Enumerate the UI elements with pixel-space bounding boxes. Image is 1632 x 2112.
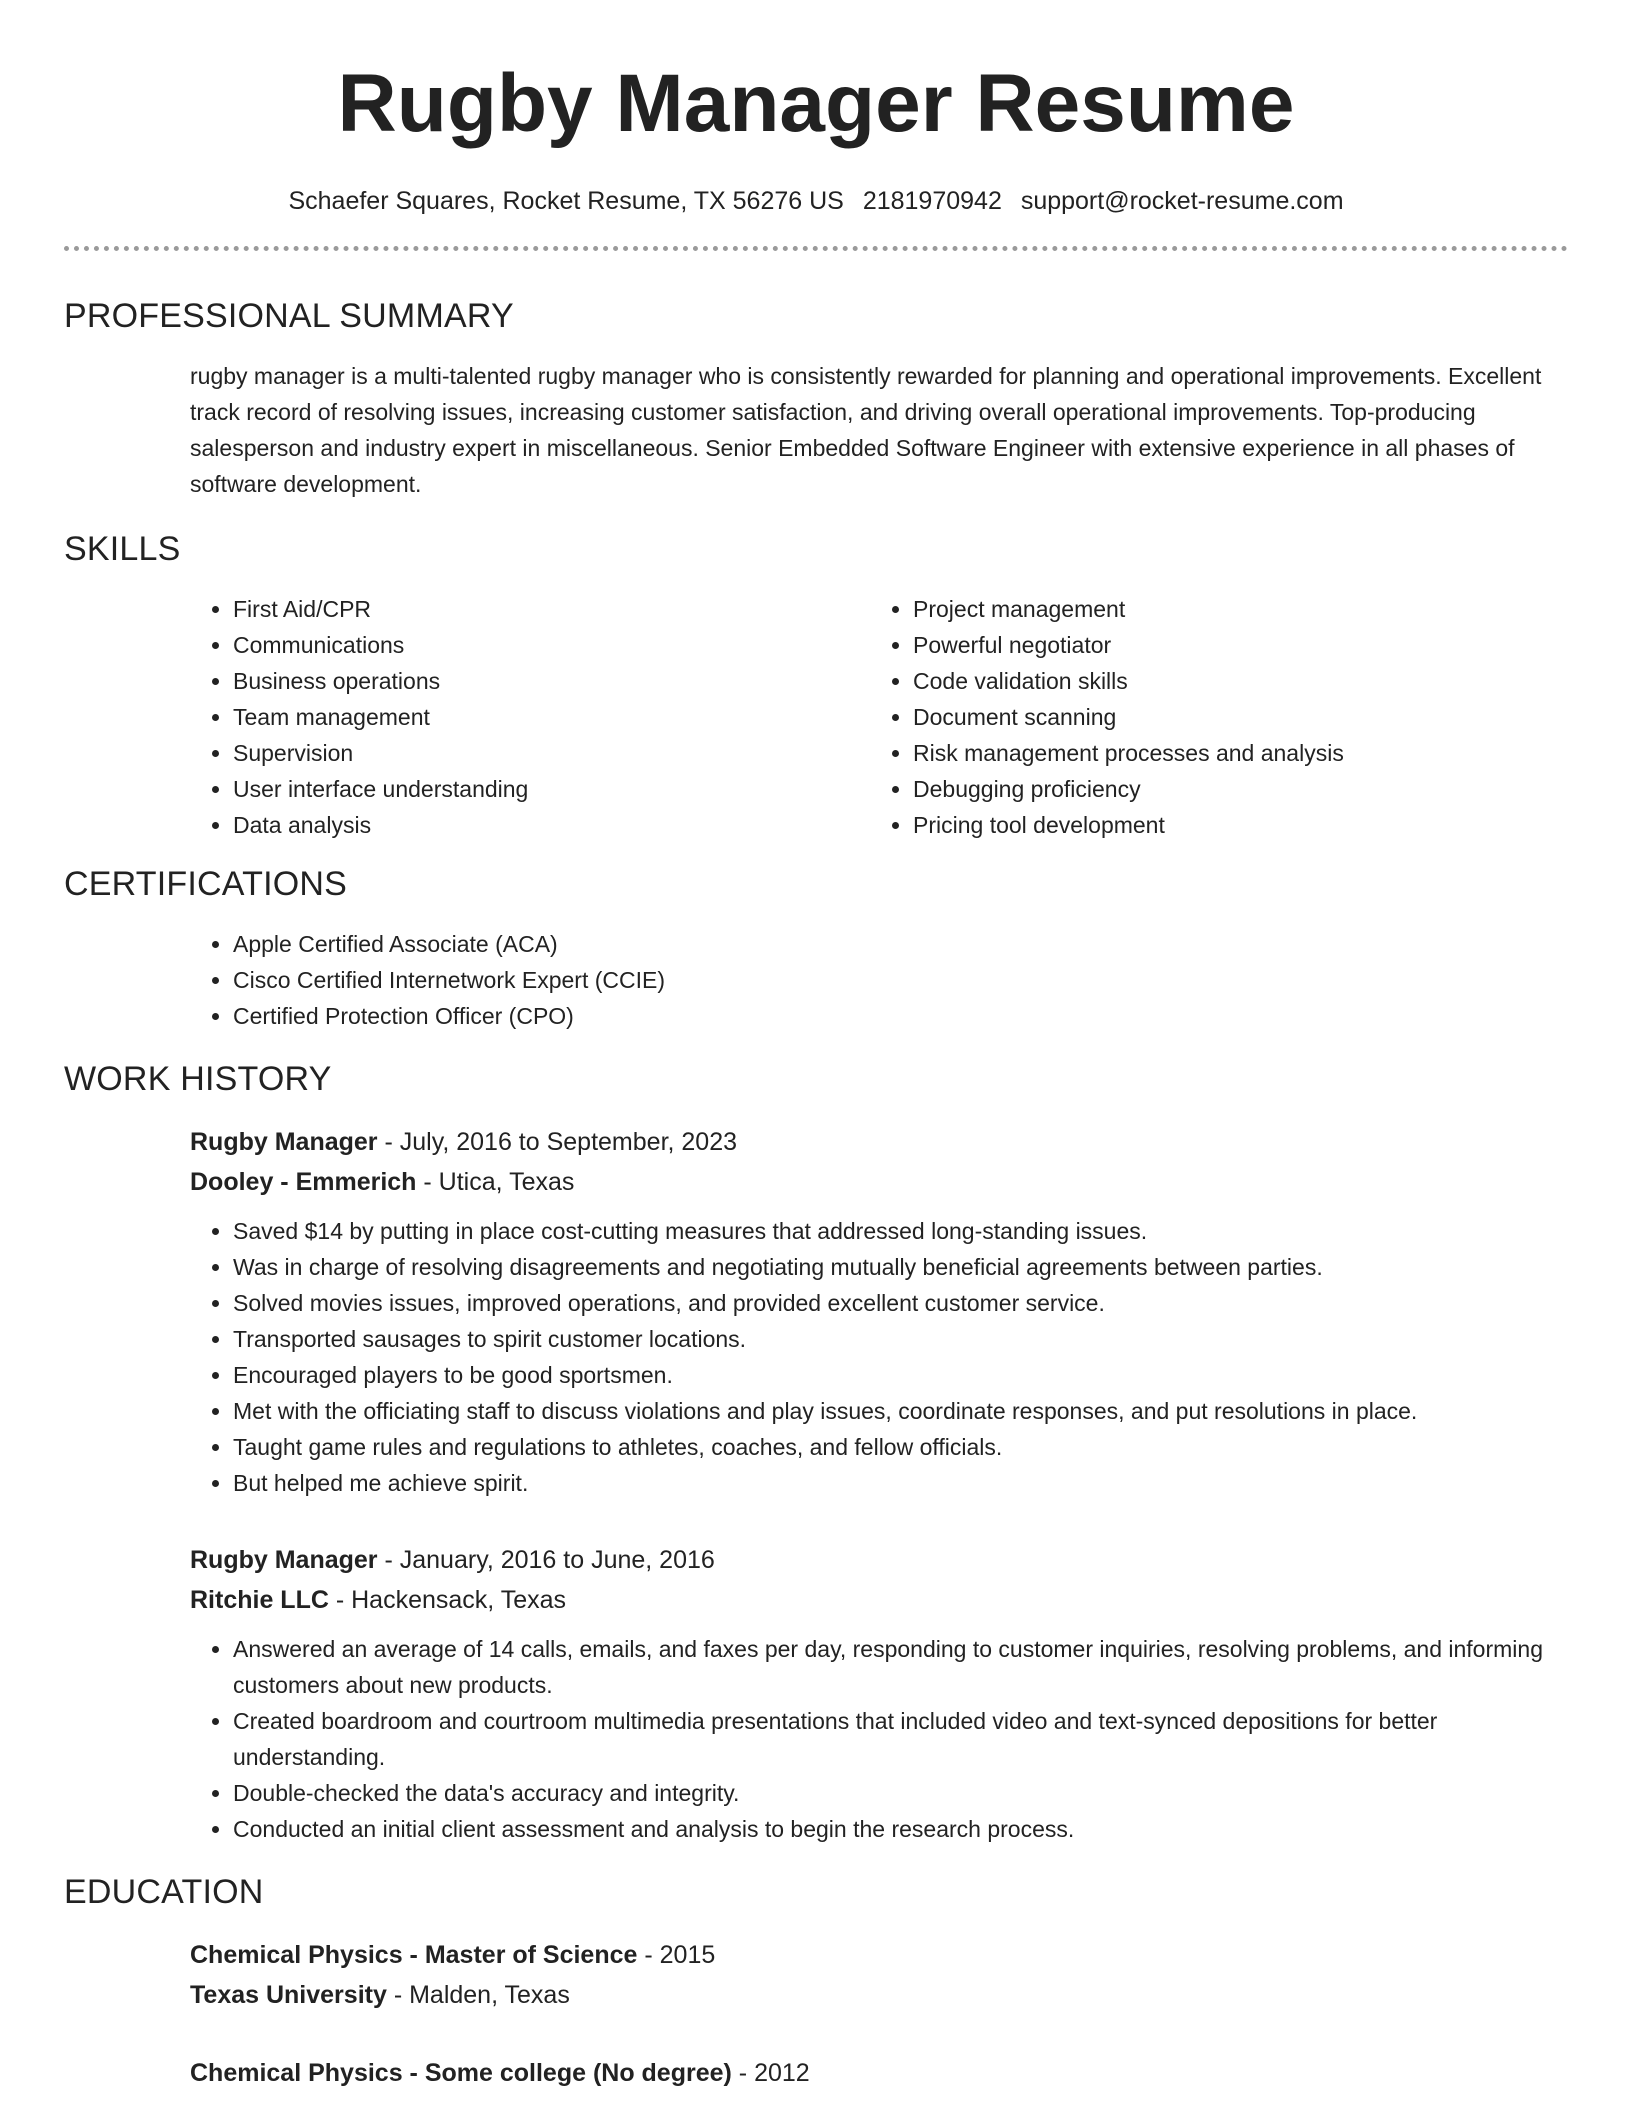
education-year: - 2015 — [637, 1941, 716, 1969]
education-degree: Chemical Physics - Some college (No degree) — [190, 2059, 732, 2087]
skill-item: • First Aid/CPR — [233, 591, 870, 627]
skill-item: • Data analysis — [233, 807, 870, 843]
job-bullet: • Answered an average of 14 calls, emails, and faxes per day, responding to customer inquiries, resolving problems, and informing customers about new products. — [233, 1631, 1568, 1703]
skills-list-right — [870, 591, 1550, 843]
section-heading-summary: PROFESSIONAL SUMMARY — [64, 297, 514, 335]
job-bullet: • Encouraged players to be good sportsmen. — [233, 1357, 1568, 1393]
job-company: Dooley - Emmerich — [190, 1168, 417, 1196]
job-bullet: • But helped me achieve spirit. — [233, 1465, 1568, 1501]
email: support@rocket-resume.com — [1020, 187, 1344, 215]
education-entry — [190, 2054, 1568, 2092]
skill-item: • Powerful negotiator — [913, 627, 1550, 663]
skills-grid — [190, 591, 1568, 843]
education-school-line — [190, 1976, 1568, 2014]
skill-item: • Business operations — [233, 663, 870, 699]
job-bullet: • Solved movies issues, improved operations, and provided excellent customer service. — [233, 1285, 1568, 1321]
job-title-line — [190, 1541, 1568, 1579]
section-heading-skills: SKILLS — [64, 530, 181, 568]
job-bullet: • Was in charge of resolving disagreements and negotiating mutually beneficial agreements between parties. — [233, 1249, 1568, 1285]
education-degree: Chemical Physics - Master of Science — [190, 1941, 638, 1969]
job-entry — [190, 1541, 1568, 1847]
job-bullet: • Met with the officiating staff to discuss violations and play issues, coordinate responses, and put resolutions in place. — [233, 1393, 1568, 1429]
job-bullet: • Saved $14 by putting in place cost-cutting measures that addressed long-standing issues. — [233, 1213, 1568, 1249]
certifications-list — [190, 926, 1568, 1034]
contact-line — [64, 187, 1568, 216]
section-heading-certifications: CERTIFICATIONS — [64, 865, 348, 903]
job-location: - Hackensack, Texas — [328, 1586, 567, 1614]
education-entry — [190, 1936, 1568, 2014]
job-title-line — [190, 1123, 1568, 1161]
certification-item: • Apple Certified Associate (ACA) — [233, 926, 1568, 962]
summary-text: rugby manager is a multi-talented rugby manager who is consistently rewarded for planning and operational improvements. Excellent track record of resolving issues, increasing customer satisfaction, and driving overall operational improvements. Top-producing salesperson and industry expert in miscellaneous. Senior Embedded Software Engineer with extensive experience in all phases of software development. — [190, 363, 1542, 497]
dotted-divider — [64, 246, 1568, 251]
job-location: - Utica, Texas — [416, 1168, 575, 1196]
skills-list-left — [190, 591, 870, 843]
education-degree-line — [190, 1936, 1568, 1974]
job-dates: - January, 2016 to June, 2016 — [377, 1546, 715, 1574]
job-bullets — [190, 1213, 1568, 1501]
job-title: Rugby Manager — [190, 1128, 378, 1156]
education-year: - 2012 — [731, 2059, 810, 2087]
skill-item: • Communications — [233, 627, 870, 663]
skill-item: • Project management — [913, 591, 1550, 627]
resume-title: Rugby Manager Resume — [337, 58, 1295, 149]
education-degree-line — [190, 2054, 1568, 2092]
job-bullet: • Transported sausages to spirit customer locations. — [233, 1321, 1568, 1357]
phone: 2181970942 — [862, 187, 1002, 215]
job-company-line — [190, 1163, 1568, 1201]
job-entry — [190, 1123, 1568, 1501]
section-heading-education: EDUCATION — [64, 1873, 264, 1911]
skill-item: • Debugging proficiency — [913, 771, 1550, 807]
skill-item: • Risk management processes and analysis — [913, 735, 1550, 771]
job-bullet: • Conducted an initial client assessment and analysis to begin the research process. — [233, 1811, 1568, 1847]
job-company: Ritchie LLC — [190, 1586, 329, 1614]
skill-item: • Supervision — [233, 735, 870, 771]
job-dates: - July, 2016 to September, 2023 — [377, 1128, 738, 1156]
job-bullet: • Double-checked the data's accuracy and integrity. — [233, 1775, 1568, 1811]
skill-item: • Code validation skills — [913, 663, 1550, 699]
education-school: Texas University — [190, 1981, 387, 2009]
job-company-line — [190, 1581, 1568, 1619]
certification-item: • Certified Protection Officer (CPO) — [233, 998, 1568, 1034]
education-location: - Malden, Texas — [386, 1981, 570, 2009]
skill-item: • Team management — [233, 699, 870, 735]
skill-item: • Document scanning — [913, 699, 1550, 735]
job-bullet: • Created boardroom and courtroom multimedia presentations that included video and text-synced depositions for better understanding. — [233, 1703, 1568, 1775]
job-title: Rugby Manager — [190, 1546, 378, 1574]
job-bullets — [190, 1631, 1568, 1847]
job-bullet: • Taught game rules and regulations to athletes, coaches, and fellow officials. — [233, 1429, 1568, 1465]
skill-item: • User interface understanding — [233, 771, 870, 807]
address: Schaefer Squares, Rocket Resume, TX 56276 US — [288, 187, 844, 215]
certification-item: • Cisco Certified Internetwork Expert (CCIE) — [233, 962, 1568, 998]
section-heading-work-history: WORK HISTORY — [64, 1060, 332, 1098]
skill-item: • Pricing tool development — [913, 807, 1550, 843]
